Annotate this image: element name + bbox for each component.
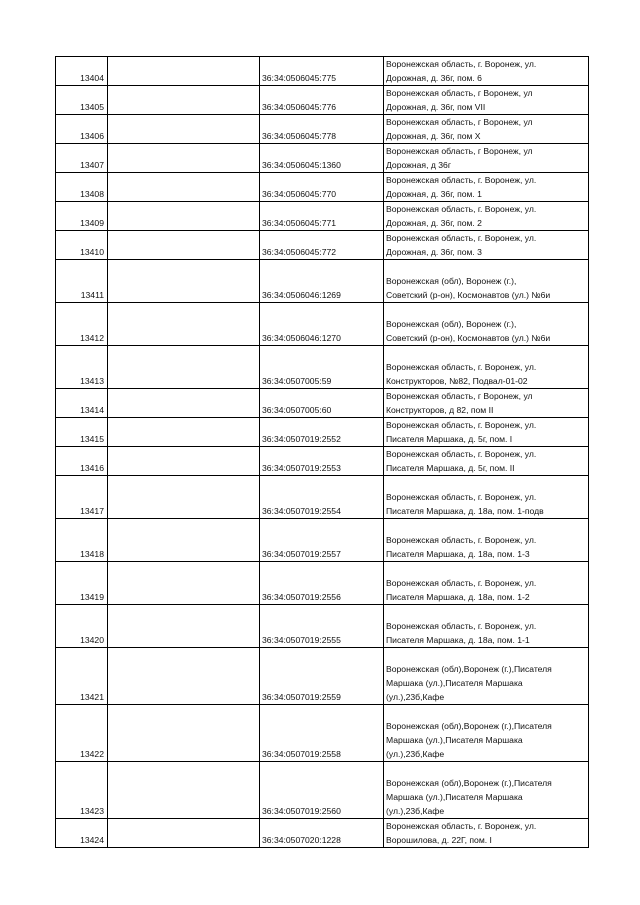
address-line: Воронежская область, г. Воронеж, ул.: [386, 492, 537, 502]
address-cell: [384, 260, 589, 303]
address-line: Конструкторов, №82, Подвал-01-02: [386, 376, 528, 386]
row-number: 13405: [56, 86, 108, 115]
address-line: [386, 476, 586, 490]
address-cell: [384, 762, 589, 819]
address-line: Советский (р-он), Космонавтов (ул.) №6и: [386, 333, 551, 343]
address-cell: [384, 819, 589, 848]
address-line: [386, 705, 586, 719]
address-cell: [384, 605, 589, 648]
row-number: 13424: [56, 819, 108, 848]
empty-cell: [108, 231, 260, 260]
address-cell: [384, 173, 589, 202]
address-line: Дорожная, д. 36г, пом X: [386, 131, 481, 141]
address-cell: [384, 202, 589, 231]
cadastral-number: 36:34:0507019:2559: [260, 648, 384, 705]
address-line: Дорожная, д 36г: [386, 160, 451, 170]
empty-cell: [108, 705, 260, 762]
address-line: Воронежская (обл),Воронеж (г.),Писателя: [386, 664, 552, 674]
table-row: [56, 447, 589, 476]
table-row: [56, 202, 589, 231]
row-number: 13412: [56, 303, 108, 346]
row-number: 13417: [56, 476, 108, 519]
address-line: Писателя Маршака, д. 5г, пом. II: [386, 463, 515, 473]
address-line: (ул.),23б,Кафе: [386, 806, 445, 816]
empty-cell: [108, 115, 260, 144]
row-number: 13413: [56, 346, 108, 389]
empty-cell: [108, 57, 260, 86]
cadastral-number: 36:34:0507019:2555: [260, 605, 384, 648]
address-line: Воронежская область, г Воронеж, ул: [386, 146, 533, 156]
table-row: [56, 476, 589, 519]
address-line: Дорожная, д. 36г, пом. 1: [386, 189, 482, 199]
address-line: (ул.),23б,Кафе: [386, 692, 445, 702]
address-line: Воронежская область, г. Воронеж, ул.: [386, 362, 537, 372]
table-row: [56, 231, 589, 260]
row-number: 13419: [56, 562, 108, 605]
table-row: [56, 819, 589, 848]
address-cell: [384, 303, 589, 346]
table-row: [56, 346, 589, 389]
cadastral-number: 36:34:0507019:2557: [260, 519, 384, 562]
address-cell: [384, 705, 589, 762]
address-line: [386, 260, 586, 274]
row-number: 13416: [56, 447, 108, 476]
address-line: [386, 648, 586, 662]
row-number: 13406: [56, 115, 108, 144]
address-line: (ул.),23б,Кафе: [386, 749, 445, 759]
address-line: Конструкторов, д 82, пом II: [386, 405, 494, 415]
cadastral-number: 36:34:0506045:775: [260, 57, 384, 86]
address-line: Воронежская область, г. Воронеж, ул.: [386, 535, 537, 545]
cadastral-number: 36:34:0506045:770: [260, 173, 384, 202]
address-line: Воронежская область, г Воронеж, ул: [386, 391, 533, 401]
empty-cell: [108, 819, 260, 848]
table-row: [56, 260, 589, 303]
address-line: Ворошилова, д. 22Г, пом. I: [386, 835, 492, 845]
address-cell: [384, 57, 589, 86]
empty-cell: [108, 389, 260, 418]
row-number: 13415: [56, 418, 108, 447]
table-row: [56, 648, 589, 705]
cadastral-number: 36:34:0507019:2560: [260, 762, 384, 819]
table-row: [56, 562, 589, 605]
address-cell: [384, 144, 589, 173]
address-line: Воронежская область, г Воронеж, ул: [386, 88, 533, 98]
row-number: 13408: [56, 173, 108, 202]
table-row: [56, 389, 589, 418]
address-line: Воронежская (обл), Воронеж (г.),: [386, 276, 517, 286]
empty-cell: [108, 418, 260, 447]
empty-cell: [108, 447, 260, 476]
cadastral-number: 36:34:0507019:2552: [260, 418, 384, 447]
cadastral-number: 36:34:0506045:1360: [260, 144, 384, 173]
address-line: Воронежская область, г. Воронеж, ул.: [386, 821, 537, 831]
row-number: 13414: [56, 389, 108, 418]
address-line: Воронежская область, г. Воронеж, ул.: [386, 420, 537, 430]
address-line: Писателя Маршака, д. 18а, пом. 1-2: [386, 592, 530, 602]
table-row: [56, 86, 589, 115]
empty-cell: [108, 605, 260, 648]
row-number: 13418: [56, 519, 108, 562]
row-number: 13423: [56, 762, 108, 819]
address-cell: [384, 231, 589, 260]
table-row: [56, 519, 589, 562]
address-line: Воронежская область, г. Воронеж, ул.: [386, 621, 537, 631]
address-line: Дорожная, д. 36г, пом VII: [386, 102, 486, 112]
row-number: 13422: [56, 705, 108, 762]
address-line: [386, 303, 586, 317]
row-number: 13404: [56, 57, 108, 86]
cadastral-number: 36:34:0506045:771: [260, 202, 384, 231]
address-line: Воронежская область, г. Воронеж, ул.: [386, 204, 537, 214]
row-number: 13410: [56, 231, 108, 260]
address-line: Дорожная, д. 36г, пом. 3: [386, 247, 482, 257]
address-line: Писателя Маршака, д. 5г, пом. I: [386, 434, 513, 444]
cadastral-number: 36:34:0507005:60: [260, 389, 384, 418]
address-line: Воронежская область, г Воронеж, ул: [386, 117, 533, 127]
empty-cell: [108, 202, 260, 231]
address-line: Дорожная, д. 36г, пом. 6: [386, 73, 482, 83]
address-cell: [384, 447, 589, 476]
cadastral-number: 36:34:0507019:2554: [260, 476, 384, 519]
row-number: 13411: [56, 260, 108, 303]
cadastral-number: 36:34:0506046:1269: [260, 260, 384, 303]
address-line: Маршака (ул.),Писателя Маршака: [386, 678, 523, 688]
empty-cell: [108, 762, 260, 819]
address-line: [386, 762, 586, 776]
cadastral-number: 36:34:0506045:772: [260, 231, 384, 260]
address-cell: [384, 86, 589, 115]
cadastral-number: 36:34:0506045:778: [260, 115, 384, 144]
address-line: Воронежская область, г. Воронеж, ул.: [386, 578, 537, 588]
table-row: [56, 173, 589, 202]
empty-cell: [108, 260, 260, 303]
address-line: Писателя Маршака, д. 18а, пом. 1-1: [386, 635, 530, 645]
table-row: [56, 762, 589, 819]
empty-cell: [108, 303, 260, 346]
empty-cell: [108, 476, 260, 519]
table-row: [56, 57, 589, 86]
cadastral-number: 36:34:0506045:776: [260, 86, 384, 115]
empty-cell: [108, 144, 260, 173]
row-number: 13409: [56, 202, 108, 231]
address-cell: [384, 519, 589, 562]
cadastral-number: 36:34:0507005:59: [260, 346, 384, 389]
cadastral-number: 36:34:0507019:2553: [260, 447, 384, 476]
empty-cell: [108, 346, 260, 389]
address-line: Советский (р-он), Космонавтов (ул.) №6и: [386, 290, 551, 300]
address-line: Воронежская область, г. Воронеж, ул.: [386, 59, 537, 69]
address-line: Маршака (ул.),Писателя Маршака: [386, 792, 523, 802]
table-row: [56, 115, 589, 144]
address-line: Воронежская область, г. Воронеж, ул.: [386, 175, 537, 185]
address-cell: [384, 476, 589, 519]
address-line: Воронежская область, г. Воронеж, ул.: [386, 449, 537, 459]
table-row: [56, 705, 589, 762]
address-line: [386, 562, 586, 576]
address-cell: [384, 418, 589, 447]
address-line: [386, 605, 586, 619]
address-line: Маршака (ул.),Писателя Маршака: [386, 735, 523, 745]
row-number: 13421: [56, 648, 108, 705]
address-cell: [384, 346, 589, 389]
cadastral-number: 36:34:0507019:2556: [260, 562, 384, 605]
address-line: Писателя Маршака, д. 18а, пом. 1-3: [386, 549, 530, 559]
records-table: [55, 56, 589, 848]
address-cell: [384, 562, 589, 605]
cadastral-number: 36:34:0507019:2558: [260, 705, 384, 762]
empty-cell: [108, 648, 260, 705]
table-row: [56, 303, 589, 346]
table-row: [56, 418, 589, 447]
address-cell: [384, 389, 589, 418]
address-line: [386, 519, 586, 533]
empty-cell: [108, 86, 260, 115]
address-cell: [384, 115, 589, 144]
row-number: 13420: [56, 605, 108, 648]
address-line: Воронежская (обл),Воронеж (г.),Писателя: [386, 721, 552, 731]
empty-cell: [108, 562, 260, 605]
empty-cell: [108, 519, 260, 562]
address-line: Дорожная, д. 36г, пом. 2: [386, 218, 482, 228]
address-line: [386, 346, 586, 360]
row-number: 13407: [56, 144, 108, 173]
address-line: Воронежская (обл),Воронеж (г.),Писателя: [386, 778, 552, 788]
records-table-body: [56, 57, 589, 848]
address-line: Воронежская область, г. Воронеж, ул.: [386, 233, 537, 243]
table-row: [56, 605, 589, 648]
empty-cell: [108, 173, 260, 202]
cadastral-number: 36:34:0507020:1228: [260, 819, 384, 848]
address-cell: [384, 648, 589, 705]
cadastral-number: 36:34:0506046:1270: [260, 303, 384, 346]
table-row: [56, 144, 589, 173]
address-line: Воронежская (обл), Воронеж (г.),: [386, 319, 517, 329]
address-line: Писателя Маршака, д. 18а, пом. 1-подв: [386, 506, 544, 516]
